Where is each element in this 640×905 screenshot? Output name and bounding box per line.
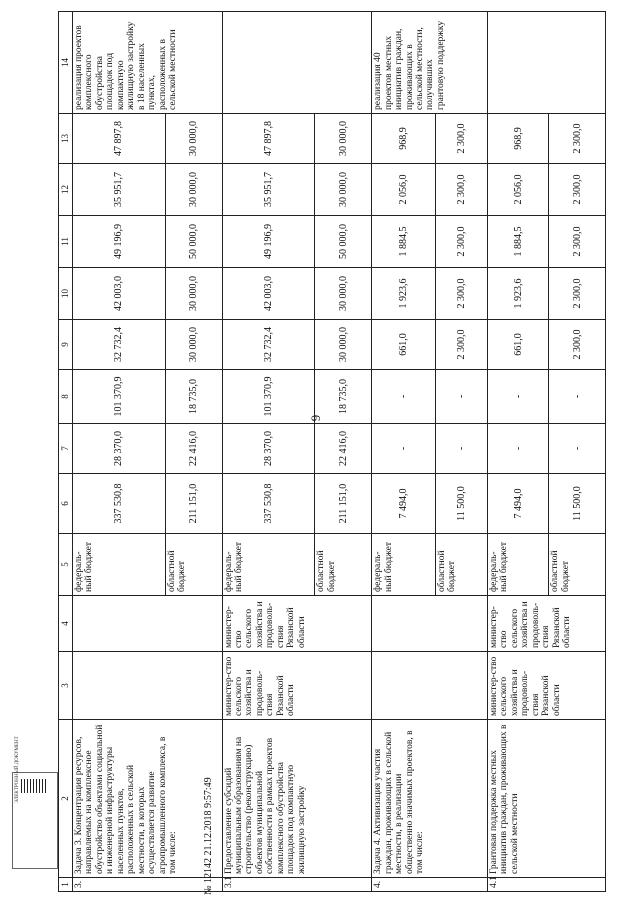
table-row [372,12,435,892]
value-cell: 661,0 [487,320,548,370]
result-cell: реализация 40 проектов местных инициатив граждан, проживающих в сельской местности, получивших грантовую поддержку [372,12,488,114]
value-cell: 28 370,0 [73,424,166,474]
value-cell: 30 000,0 [165,114,222,164]
value-cell: 2 300,0 [549,164,606,216]
value-cell: 968,9 [372,114,435,164]
column-header: 10 [59,268,73,320]
column-header: 12 [59,164,73,216]
value-cell: 32 732,4 [73,320,166,370]
description-cell: Предоставление субсидий муниципальным образованиям на строительство (реконструкцию) объектов муниципальной собственности в рамках проектов комплексного обустройства площадок под компактную жилищную застройку [222,720,372,878]
participant-cell: министер-ство сельского хозяйства и продоволь-ствия Рязанской области [222,596,372,652]
value-cell: 28 370,0 [222,424,315,474]
row-number-cell: 4. [372,878,488,892]
participant-cell [372,596,488,652]
value-cell: 30 000,0 [315,320,372,370]
value-cell: 50 000,0 [165,216,222,268]
value-cell: 2 056,0 [372,164,435,216]
value-cell: 22 416,0 [315,424,372,474]
table-body [73,12,606,892]
funding-source-cell: федераль-ный бюджет [372,534,435,596]
row-number-cell: 3. [73,878,223,892]
column-header: 13 [59,114,73,164]
funding-source-cell: областной бюджет [315,534,372,596]
value-cell: 7 494,0 [372,474,435,534]
value-cell: 211 151,0 [165,474,222,534]
column-header: 5 [59,534,73,596]
value-cell: 2 300,0 [435,216,487,268]
value-cell: 49 196,9 [222,216,315,268]
executor-cell: министер-ство сельского хозяйства и продоволь-ствия Рязанской области [222,652,372,720]
value-cell: - [435,424,487,474]
result-cell [222,12,372,114]
value-cell: - [549,370,606,424]
column-header: 3 [59,652,73,720]
value-cell: 2 300,0 [435,114,487,164]
value-cell: 47 897,8 [73,114,166,164]
value-cell: 661,0 [372,320,435,370]
description-cell: Задача 3. Концентрация ресурсов, направляемых на комплексное обустройство объектами социальной и инженерной инфраструктуры населенных пунктов, расположенных в сельской местности, в которых осуществляется развитие агропромышленного комплекса, в том числе: [73,720,223,878]
funding-source-cell: областной бюджет [435,534,487,596]
value-cell: 42 003,0 [222,268,315,320]
column-header: 6 [59,474,73,534]
value-cell: 7 494,0 [487,474,548,534]
result-cell [487,12,605,114]
funding-source-cell: областной бюджет [165,534,222,596]
participant-cell [73,596,223,652]
value-cell: 49 196,9 [73,216,166,268]
value-cell: 18 735,0 [315,370,372,424]
table-row [73,12,166,892]
value-cell: 42 003,0 [73,268,166,320]
rotated-table-container [58,12,606,892]
stamp-text: ЭЛЕКТРОННЫЙ ДОКУМЕНТ [15,736,20,803]
column-header: 11 [59,216,73,268]
document-stamp [12,736,58,869]
document-footer: № 12142 21.12.2018 9:57:49 [203,777,214,895]
value-cell: 30 000,0 [315,164,372,216]
value-cell: 35 951,7 [222,164,315,216]
value-cell: - [435,370,487,424]
value-cell: 1 923,6 [372,268,435,320]
value-cell: 32 732,4 [222,320,315,370]
funding-source-cell: федераль-ный бюджет [487,534,548,596]
value-cell: 101 370,9 [222,370,315,424]
column-header: 1 [59,878,73,892]
value-cell: 2 300,0 [549,268,606,320]
value-cell: 30 000,0 [165,268,222,320]
executor-cell [372,652,488,720]
barcode-icon [21,779,47,793]
value-cell: - [487,370,548,424]
value-cell: 1 923,6 [487,268,548,320]
value-cell: 211 151,0 [315,474,372,534]
value-cell: 2 056,0 [487,164,548,216]
value-cell: 11 500,0 [435,474,487,534]
result-cell: реализация проектов комплексного обустройства площадок под компактную жилищную застройку в 18 населенных пунктах, расположенных в сельской местности [73,12,223,114]
value-cell: 30 000,0 [315,268,372,320]
value-cell: 1 884,5 [372,216,435,268]
value-cell: 47 897,8 [222,114,315,164]
value-cell: 2 300,0 [435,164,487,216]
value-cell: 1 884,5 [487,216,548,268]
value-cell: 968,9 [487,114,548,164]
column-header: 14 [59,12,73,114]
value-cell: 2 300,0 [435,320,487,370]
value-cell: 50 000,0 [315,216,372,268]
table-row [222,12,315,892]
column-header: 4 [59,596,73,652]
row-number-cell: 3.1 [222,878,372,892]
column-header: 8 [59,370,73,424]
column-header: 9 [59,320,73,370]
value-cell: 2 300,0 [549,320,606,370]
column-header: 2 [59,720,73,878]
value-cell: 2 300,0 [549,114,606,164]
value-cell: - [549,424,606,474]
page-number: 6 [308,414,324,422]
funding-source-cell: федераль-ный бюджет [73,534,166,596]
value-cell: 30 000,0 [165,320,222,370]
value-cell: 337 530,8 [222,474,315,534]
value-cell: 11 500,0 [549,474,606,534]
executor-cell [73,652,223,720]
funding-source-cell: областной бюджет [549,534,606,596]
header-row [59,12,73,892]
value-cell: 30 000,0 [315,114,372,164]
executor-cell: министер-ство сельского хозяйства и продоволь-ствия Рязанской области [487,652,605,720]
table-row [487,12,548,892]
value-cell: 30 000,0 [165,164,222,216]
value-cell: 2 300,0 [435,268,487,320]
value-cell: 18 735,0 [165,370,222,424]
value-cell: 101 370,9 [73,370,166,424]
description-cell: Грантовая поддержка местных инициатив граждан, проживающих в сельской местности [487,720,605,878]
value-cell: - [487,424,548,474]
funding-source-cell: федераль-ный бюджет [222,534,315,596]
value-cell: 337 530,8 [73,474,166,534]
budget-table [58,11,606,892]
column-header: 7 [59,424,73,474]
value-cell: - [372,424,435,474]
description-cell: Задача 4. Активизация участия граждан, проживающих в сельской местности, в реализации общественно значимых проектов, в том числе: [372,720,488,878]
value-cell: 2 300,0 [549,216,606,268]
value-cell: 35 951,7 [73,164,166,216]
row-number-cell: 4.1 [487,878,605,892]
value-cell: - [372,370,435,424]
participant-cell: министер-ство сельского хозяйства и продоволь-ствия Рязанской области [487,596,605,652]
value-cell: 22 416,0 [165,424,222,474]
